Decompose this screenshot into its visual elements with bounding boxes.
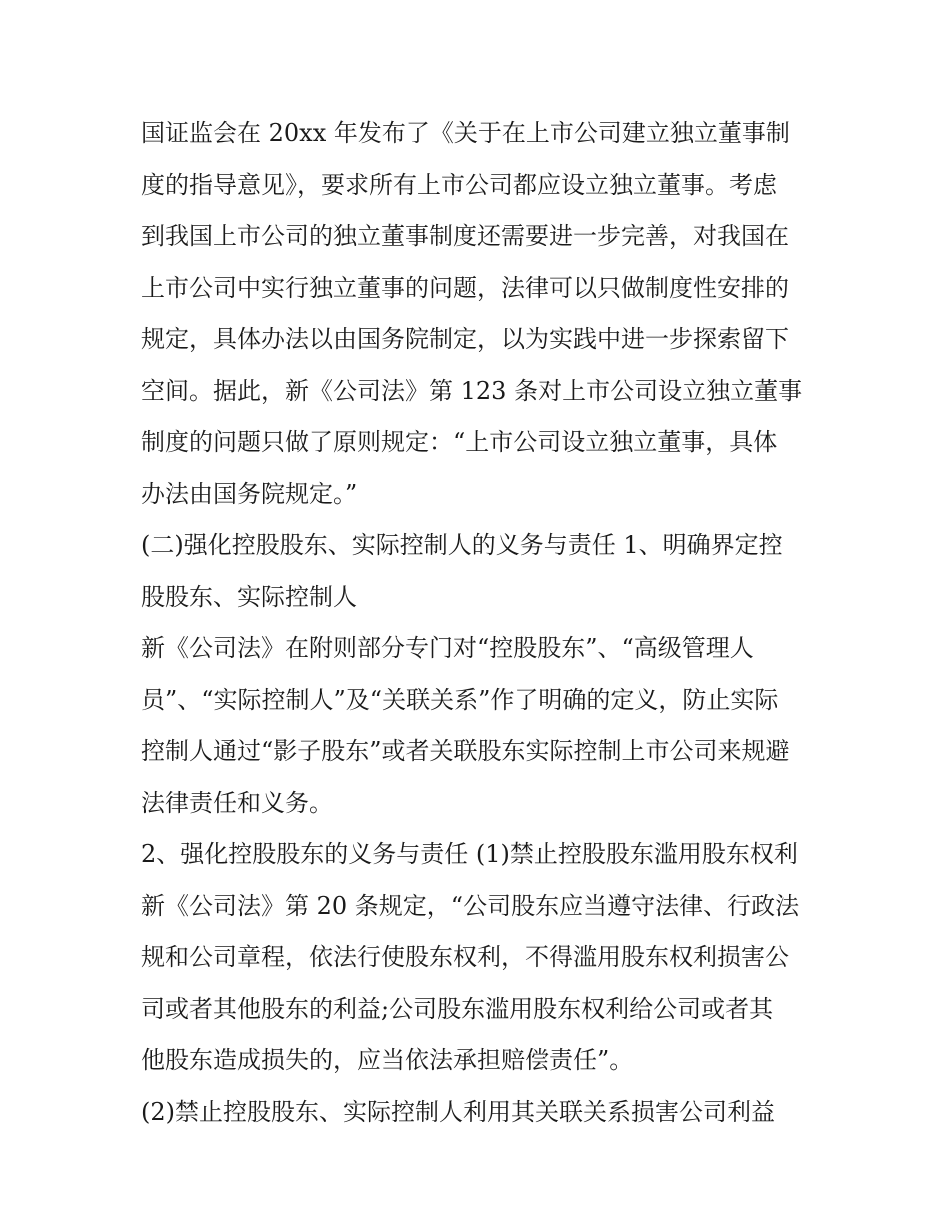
section-heading: (二)强化控股股东、实际控制人的义务与责任 1、明确界定控 (141, 531, 783, 559)
text-line: 上市公司中实行独立董事的问题，法律可以只做制度性安排的 (141, 273, 789, 302)
text-line: 新《公司法》第 20 条规定，“公司股东应当遵守法律、行政法 (141, 891, 800, 920)
text-line: 控制人通过“影子股东”或者关联股东实际控制上市公司来规避 (141, 737, 790, 765)
text-line: 法律责任和义务。 (141, 788, 333, 817)
text-line: 空间。据此，新《公司法》第 123 条对上市公司设立独立董事 (141, 376, 803, 405)
body-text (141, 108, 821, 1138)
text-line: 制度的问题只做了原则规定：“上市公司设立独立董事，具体 (141, 428, 778, 456)
text-line: 国证监会在 20xx 年发布了《关于在上市公司建立独立董事制 (141, 119, 790, 147)
text-line: 员”、“实际控制人”及“关联关系”作了明确的定义，防止实际 (141, 685, 779, 714)
text-line: 到我国上市公司的独立董事制度还需要进一步完善，对我国在 (141, 222, 789, 250)
text-line: 新《公司法》在附则部分专门对“控股股东”、“高级管理人 (141, 634, 754, 662)
text-line: 他股东造成损失的，应当依法承担赔偿责任”。 (141, 1046, 634, 1074)
text-line: 办法由国务院规定。” (141, 479, 358, 508)
text-line: 司或者其他股东的利益;公司股东滥用股东权利给公司或者其 (141, 994, 774, 1023)
section-heading: (2)禁止控股股东、实际控制人利用其关联关系损害公司利益 (141, 1097, 775, 1126)
text-line: 规和公司章程，依法行使股东权利，不得滥用股东权利损害公 (141, 943, 789, 971)
section-heading: 2、强化控股股东的义务与责任 (1)禁止控股股东滥用股东权利 (141, 840, 798, 868)
text-line: 度的指导意见》，要求所有上市公司都应设立独立董事。考虑 (141, 170, 777, 199)
section-heading: 股股东、实际控制人 (141, 582, 357, 611)
text-line: 规定，具体办法以由国务院制定，以为实践中进一步探索留下 (141, 325, 789, 353)
